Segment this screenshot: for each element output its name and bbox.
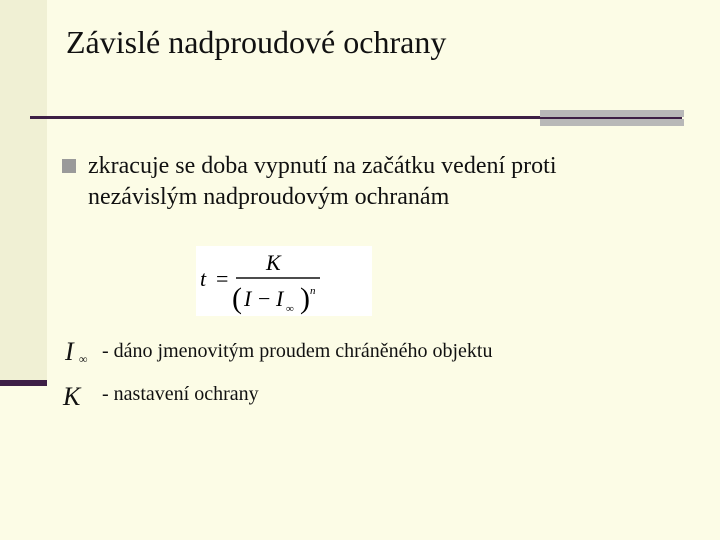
left-decor-bar: [0, 380, 47, 386]
slide-title: Závislé nadproudové ochrany: [66, 24, 447, 60]
formula-exponent: n: [310, 285, 316, 297]
formula-I-inf: I: [276, 286, 284, 311]
title-rule-accent-top: [540, 110, 684, 117]
formula-I: I: [244, 286, 252, 311]
definition-subscript: ∞: [79, 352, 88, 366]
definition-text: - nastavení ochrany: [102, 383, 259, 405]
definition-symbol: K: [63, 382, 81, 411]
formula-svg: [196, 246, 372, 316]
formula-open-paren: (: [232, 282, 242, 315]
formula: [196, 246, 372, 316]
bullet-line-1: zkracuje se doba vypnutí na začátku vedení proti: [88, 153, 557, 179]
formula-numerator: K: [266, 250, 281, 275]
formula-close-paren: ): [300, 282, 310, 315]
title-rule-accent-bottom: [540, 119, 684, 126]
definition-text: - dáno jmenovitým proudem chráněného objektu: [102, 340, 493, 362]
formula-minus: −: [258, 286, 271, 311]
formula-lhs: t: [200, 266, 207, 291]
left-decor-band: [0, 0, 47, 380]
formula-inf-sub: ∞: [286, 303, 294, 315]
definition-symbol: I: [65, 337, 74, 366]
bullet-icon: [62, 159, 76, 173]
bullet-text: [88, 151, 688, 213]
bullet-line-2: nezávislým nadproudovým ochranám: [88, 184, 450, 210]
formula-equals: =: [216, 266, 229, 291]
